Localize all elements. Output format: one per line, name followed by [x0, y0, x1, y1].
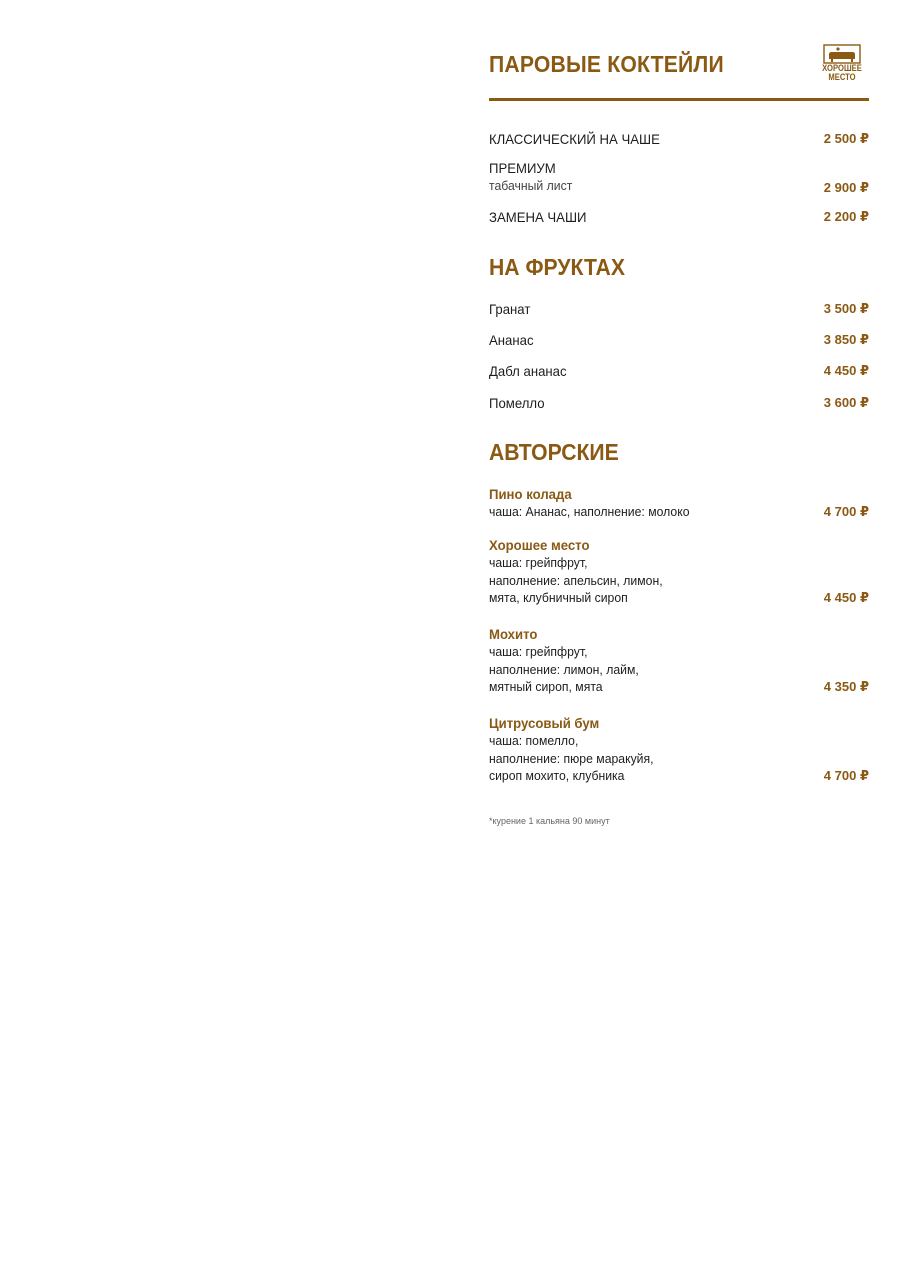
item-price: 3 500 ₽	[823, 301, 869, 316]
item-name: ПРЕМИУМ	[489, 160, 556, 176]
item-description-line: чаша: грейпфрут,	[489, 555, 588, 570]
menu-item	[489, 206, 869, 226]
item-price: 4 450 ₽	[823, 590, 869, 606]
item-price: 4 700 ₽	[823, 768, 869, 784]
brand-logo	[815, 44, 869, 86]
item-description-line: мятный сироп, мята	[489, 679, 603, 695]
item-price: 3 600 ₽	[823, 395, 869, 410]
item-name: Мохито	[489, 626, 538, 642]
item-price: 3 850 ₽	[823, 332, 869, 347]
item-name: Пино колада	[489, 486, 572, 502]
item-description-line: чаша: помелло,	[489, 733, 579, 748]
item-name: Помелло	[489, 395, 545, 411]
section-title-signature: АВТОРСКИЕ	[489, 439, 619, 465]
signature-item	[489, 714, 869, 785]
header-divider	[489, 98, 869, 101]
item-description-line: наполнение: лимон, лайм,	[489, 661, 639, 677]
item-name: Цитрусовый бум	[489, 715, 600, 731]
item-name: Хорошее место	[489, 537, 590, 553]
menu-item	[489, 298, 869, 318]
item-name: КЛАССИЧЕСКИЙ НА ЧАШЕ	[489, 131, 660, 147]
item-price: 4 350 ₽	[823, 679, 869, 695]
page-title: ПАРОВЫЕ КОКТЕЙЛИ	[489, 51, 724, 77]
item-name: Дабл ананас	[489, 363, 567, 379]
signature-item	[489, 536, 869, 607]
item-price: 4 700 ₽	[823, 504, 869, 519]
logo-text-line2: МЕСТО	[828, 72, 856, 82]
item-price: 4 450 ₽	[823, 363, 869, 378]
menu-item	[489, 329, 869, 349]
item-description-line: наполнение: пюре маракуйя,	[489, 750, 654, 766]
item-name: ЗАМЕНА ЧАШИ	[489, 209, 587, 225]
item-name: Гранат	[489, 301, 531, 317]
menu-item	[489, 392, 869, 412]
signature-item	[489, 625, 869, 696]
hookah-couch-logo-icon	[823, 44, 861, 64]
menu-item	[489, 360, 869, 380]
item-description-line: наполнение: апельсин, лимон,	[489, 572, 663, 588]
menu-item	[489, 159, 869, 196]
item-description-line: чаша: грейпфрут,	[489, 644, 588, 659]
logo-text-line1: ХОРОШЕЕ	[822, 63, 862, 73]
item-name: Ананас	[489, 332, 534, 348]
page-header	[489, 48, 869, 98]
item-description-line: мята, клубничный сироп	[489, 590, 628, 606]
item-price: 2 500 ₽	[823, 131, 869, 146]
menu-item	[489, 128, 869, 148]
item-price: 2 900 ₽	[823, 180, 869, 195]
item-note: табачный лист	[489, 178, 573, 193]
item-price: 2 200 ₽	[823, 209, 869, 224]
section-title-fruits: НА ФРУКТАХ	[489, 254, 625, 280]
item-description-line: сироп мохито, клубника	[489, 768, 625, 784]
signature-item	[489, 485, 869, 521]
footnote: *курение 1 кальяна 90 минут	[489, 816, 610, 826]
item-description-line: чаша: Ананас, наполнение: молоко	[489, 504, 690, 519]
